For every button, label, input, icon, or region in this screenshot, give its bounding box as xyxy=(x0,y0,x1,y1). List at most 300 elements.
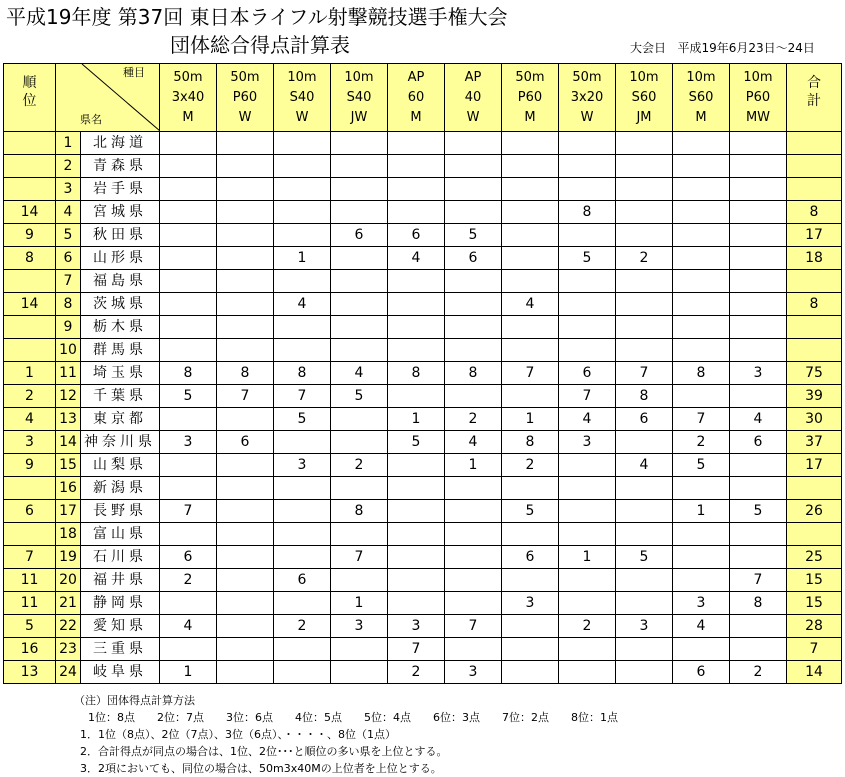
score-cell xyxy=(274,661,331,684)
rank-cell: 2 xyxy=(4,385,56,408)
note-line: 2．合計得点が同点の場合は、1位、2位･･･と順位の多い県を上位とする。 xyxy=(80,745,448,758)
score-cell xyxy=(730,247,787,270)
prefecture-cell: 福井県 xyxy=(81,569,160,592)
score-cell: 4 xyxy=(559,408,616,431)
score-cell xyxy=(331,661,388,684)
score-cell xyxy=(217,408,274,431)
event-header-line: 10m xyxy=(686,69,716,85)
rank-cell: 3 xyxy=(4,431,56,454)
number-cell: 20 xyxy=(56,569,81,592)
score-cell: 1 xyxy=(160,661,217,684)
rank-cell: 9 xyxy=(4,224,56,247)
score-cell: 4 xyxy=(502,293,559,316)
score-cell: 2 xyxy=(274,615,331,638)
event-header-line: W xyxy=(238,109,252,125)
score-cell xyxy=(559,178,616,201)
rank-cell: 11 xyxy=(4,592,56,615)
table-row xyxy=(4,569,842,592)
total-cell xyxy=(787,523,842,546)
table-row xyxy=(4,362,842,385)
score-cell xyxy=(502,661,559,684)
event-header-line: 60 xyxy=(407,89,425,105)
score-cell xyxy=(616,201,673,224)
score-cell xyxy=(502,569,559,592)
score-cell xyxy=(274,431,331,454)
score-cell: 3 xyxy=(274,454,331,477)
score-cell: 3 xyxy=(559,431,616,454)
score-cell xyxy=(274,224,331,247)
score-cell xyxy=(502,385,559,408)
event-header-line: M xyxy=(524,109,536,125)
score-cell xyxy=(217,477,274,500)
score-cell xyxy=(559,155,616,178)
points-item: 6位：3点 xyxy=(433,711,480,724)
table-row xyxy=(4,431,842,454)
points-item: 2位：7点 xyxy=(157,711,204,724)
prefecture-cell: 埼玉県 xyxy=(81,362,160,385)
score-cell xyxy=(388,270,445,293)
score-cell: 5 xyxy=(160,385,217,408)
event-header-line: 10m xyxy=(344,69,374,85)
table-row xyxy=(4,592,842,615)
score-cell xyxy=(730,477,787,500)
prefecture-cell: 青森県 xyxy=(81,155,160,178)
total-cell: 8 xyxy=(787,201,842,224)
event-header-line: M xyxy=(410,109,422,125)
score-cell: 2 xyxy=(559,615,616,638)
event-header xyxy=(616,64,673,132)
header-row xyxy=(4,64,842,132)
total-cell: 8 xyxy=(787,293,842,316)
score-cell: 6 xyxy=(217,431,274,454)
score-cell xyxy=(217,454,274,477)
score-cell xyxy=(616,431,673,454)
table-body xyxy=(4,132,842,684)
rank-cell: 6 xyxy=(4,500,56,523)
score-cell: 1 xyxy=(559,546,616,569)
table-row xyxy=(4,155,842,178)
score-cell: 3 xyxy=(445,661,502,684)
number-cell: 3 xyxy=(56,178,81,201)
points-item: 8位：1点 xyxy=(571,711,618,724)
score-cell xyxy=(388,178,445,201)
event-header xyxy=(559,64,616,132)
rank-cell: 11 xyxy=(4,569,56,592)
prefecture-cell: 岩手県 xyxy=(81,178,160,201)
prefecture-cell: 富山県 xyxy=(81,523,160,546)
score-cell xyxy=(217,339,274,362)
score-cell xyxy=(673,385,730,408)
score-cell xyxy=(331,178,388,201)
rank-cell xyxy=(4,132,56,155)
score-cell xyxy=(217,523,274,546)
total-cell: 17 xyxy=(787,454,842,477)
pref-label: 県名 xyxy=(80,113,102,126)
score-cell: 6 xyxy=(388,224,445,247)
event-header xyxy=(730,64,787,132)
score-cell xyxy=(730,132,787,155)
score-cell: 5 xyxy=(331,385,388,408)
score-cell xyxy=(502,178,559,201)
number-cell: 16 xyxy=(56,477,81,500)
score-cell xyxy=(673,201,730,224)
score-table xyxy=(3,63,842,684)
score-cell xyxy=(445,293,502,316)
event-header-line: M xyxy=(182,109,194,125)
number-cell: 19 xyxy=(56,546,81,569)
rank-cell: 4 xyxy=(4,408,56,431)
notes xyxy=(66,692,640,777)
total-header-line: 計 xyxy=(807,93,821,109)
score-cell xyxy=(388,293,445,316)
total-cell xyxy=(787,132,842,155)
score-cell xyxy=(331,132,388,155)
score-cell xyxy=(217,178,274,201)
score-cell xyxy=(673,569,730,592)
table-row xyxy=(4,270,842,293)
page-title: 平成19年度 第37回 東日本ライフル射撃競技選手権大会 xyxy=(6,5,508,29)
score-cell xyxy=(388,201,445,224)
prefecture-cell: 石川県 xyxy=(81,546,160,569)
score-cell: 5 xyxy=(388,431,445,454)
number-cell: 12 xyxy=(56,385,81,408)
score-cell: 7 xyxy=(217,385,274,408)
score-cell xyxy=(502,615,559,638)
score-cell xyxy=(160,477,217,500)
number-cell: 8 xyxy=(56,293,81,316)
score-cell xyxy=(331,201,388,224)
number-cell: 24 xyxy=(56,661,81,684)
score-cell: 5 xyxy=(559,247,616,270)
rank-cell xyxy=(4,155,56,178)
score-cell xyxy=(217,132,274,155)
points-line xyxy=(66,709,640,726)
score-cell xyxy=(445,500,502,523)
page-subtitle: 団体総合得点計算表 xyxy=(170,33,350,57)
score-cell xyxy=(217,293,274,316)
score-cell xyxy=(274,638,331,661)
rank-cell: 14 xyxy=(4,201,56,224)
score-cell: 7 xyxy=(559,385,616,408)
score-cell xyxy=(616,592,673,615)
score-cell xyxy=(559,500,616,523)
event-header-line: W xyxy=(295,109,309,125)
score-cell: 4 xyxy=(274,293,331,316)
score-cell xyxy=(730,523,787,546)
score-cell: 2 xyxy=(331,454,388,477)
score-cell xyxy=(673,178,730,201)
total-cell: 30 xyxy=(787,408,842,431)
score-cell xyxy=(502,477,559,500)
score-cell xyxy=(217,592,274,615)
number-cell: 22 xyxy=(56,615,81,638)
prefecture-cell: 山梨県 xyxy=(81,454,160,477)
score-cell xyxy=(160,454,217,477)
prefecture-cell: 岐阜県 xyxy=(81,661,160,684)
prefecture-cell: 福島県 xyxy=(81,270,160,293)
total-header xyxy=(787,64,842,132)
score-cell xyxy=(616,316,673,339)
points-item: 1位：8点 xyxy=(88,711,135,724)
total-cell: 26 xyxy=(787,500,842,523)
score-cell xyxy=(616,569,673,592)
number-cell: 21 xyxy=(56,592,81,615)
score-cell xyxy=(445,339,502,362)
prefecture-cell: 神奈川県 xyxy=(81,431,160,454)
score-cell xyxy=(388,385,445,408)
score-cell xyxy=(616,523,673,546)
score-cell: 3 xyxy=(616,615,673,638)
score-cell xyxy=(616,293,673,316)
event-header-line: JW xyxy=(350,109,368,125)
score-cell xyxy=(730,615,787,638)
total-cell: 15 xyxy=(787,592,842,615)
rank-cell: 1 xyxy=(4,362,56,385)
score-cell xyxy=(388,339,445,362)
table-row xyxy=(4,316,842,339)
score-cell xyxy=(559,293,616,316)
score-cell: 4 xyxy=(445,431,502,454)
rank-header-line: 位 xyxy=(22,93,37,109)
score-cell: 2 xyxy=(502,454,559,477)
score-cell: 4 xyxy=(673,615,730,638)
total-cell xyxy=(787,155,842,178)
score-cell: 8 xyxy=(217,362,274,385)
score-cell xyxy=(502,132,559,155)
score-cell xyxy=(445,385,502,408)
score-cell: 4 xyxy=(388,247,445,270)
score-cell xyxy=(559,638,616,661)
rank-cell xyxy=(4,316,56,339)
score-cell: 8 xyxy=(274,362,331,385)
points-item: 4位：5点 xyxy=(295,711,342,724)
date-label: 大会日 xyxy=(630,41,667,55)
total-cell: 37 xyxy=(787,431,842,454)
score-cell: 1 xyxy=(673,500,730,523)
prefecture-cell: 長野県 xyxy=(81,500,160,523)
score-cell: 3 xyxy=(673,592,730,615)
score-cell: 7 xyxy=(616,362,673,385)
event-header-line: 10m xyxy=(629,69,659,85)
prefecture-cell: 群馬県 xyxy=(81,339,160,362)
score-cell xyxy=(445,270,502,293)
rank-cell: 5 xyxy=(4,615,56,638)
number-cell: 14 xyxy=(56,431,81,454)
score-cell xyxy=(445,592,502,615)
score-cell xyxy=(673,247,730,270)
score-cell xyxy=(502,247,559,270)
score-cell xyxy=(673,132,730,155)
table-row xyxy=(4,201,842,224)
score-cell xyxy=(616,132,673,155)
score-cell xyxy=(331,569,388,592)
score-cell xyxy=(160,270,217,293)
event-header-line: AP xyxy=(464,69,482,85)
score-cell xyxy=(730,293,787,316)
score-cell xyxy=(616,661,673,684)
score-cell: 1 xyxy=(445,454,502,477)
score-cell: 2 xyxy=(160,569,217,592)
score-cell: 6 xyxy=(445,247,502,270)
rank-cell xyxy=(4,270,56,293)
score-cell xyxy=(217,155,274,178)
table-row xyxy=(4,615,842,638)
score-cell: 5 xyxy=(502,500,559,523)
prefecture-cell: 秋田県 xyxy=(81,224,160,247)
date-value: 平成19年6月23日～24日 xyxy=(677,41,815,55)
score-cell xyxy=(331,477,388,500)
total-cell xyxy=(787,316,842,339)
score-cell xyxy=(388,500,445,523)
score-cell xyxy=(217,247,274,270)
event-label: 種目 xyxy=(123,66,145,79)
score-cell: 2 xyxy=(445,408,502,431)
score-cell xyxy=(160,201,217,224)
event-header-line: 10m xyxy=(287,69,317,85)
score-cell xyxy=(502,270,559,293)
score-cell xyxy=(616,224,673,247)
score-cell: 6 xyxy=(502,546,559,569)
score-cell xyxy=(502,523,559,546)
event-header-line: 3x40 xyxy=(171,89,205,105)
prefecture-cell: 新潟県 xyxy=(81,477,160,500)
score-cell xyxy=(559,523,616,546)
score-cell: 4 xyxy=(730,408,787,431)
event-header-line: S60 xyxy=(688,89,714,105)
score-cell: 1 xyxy=(331,592,388,615)
score-cell xyxy=(502,224,559,247)
rank-header xyxy=(4,64,56,132)
score-cell xyxy=(388,523,445,546)
rank-cell: 16 xyxy=(4,638,56,661)
number-cell: 15 xyxy=(56,454,81,477)
score-cell: 3 xyxy=(502,592,559,615)
table-row xyxy=(4,293,842,316)
score-cell xyxy=(559,592,616,615)
score-cell xyxy=(331,523,388,546)
score-cell xyxy=(445,523,502,546)
score-cell: 7 xyxy=(388,638,445,661)
rank-cell xyxy=(4,523,56,546)
score-cell xyxy=(160,592,217,615)
score-cell: 8 xyxy=(502,431,559,454)
number-cell: 9 xyxy=(56,316,81,339)
score-cell xyxy=(445,155,502,178)
score-cell: 3 xyxy=(388,615,445,638)
score-cell xyxy=(217,201,274,224)
table-row xyxy=(4,247,842,270)
number-cell: 18 xyxy=(56,523,81,546)
rank-cell: 9 xyxy=(4,454,56,477)
table-row xyxy=(4,477,842,500)
score-cell: 8 xyxy=(730,592,787,615)
score-cell: 3 xyxy=(331,615,388,638)
score-cell xyxy=(445,132,502,155)
event-header-line: P60 xyxy=(517,89,543,105)
total-cell: 39 xyxy=(787,385,842,408)
event-header-line: P60 xyxy=(232,89,258,105)
score-cell xyxy=(217,316,274,339)
score-cell xyxy=(616,270,673,293)
score-cell xyxy=(730,316,787,339)
score-cell: 7 xyxy=(730,569,787,592)
score-cell xyxy=(445,638,502,661)
total-cell xyxy=(787,178,842,201)
note-line: 3．2項においても、同位の場合は、50m3x40Mの上位者を上位とする。 xyxy=(80,762,442,775)
score-cell: 7 xyxy=(274,385,331,408)
score-cell xyxy=(274,270,331,293)
score-cell xyxy=(730,155,787,178)
event-header-line: 50m xyxy=(173,69,203,85)
score-cell xyxy=(730,270,787,293)
score-cell: 6 xyxy=(559,362,616,385)
score-cell xyxy=(217,500,274,523)
score-cell: 4 xyxy=(616,454,673,477)
total-cell: 14 xyxy=(787,661,842,684)
score-cell xyxy=(673,293,730,316)
total-cell xyxy=(787,339,842,362)
score-cell xyxy=(445,201,502,224)
score-cell xyxy=(274,546,331,569)
score-cell xyxy=(331,339,388,362)
rank-cell: 14 xyxy=(4,293,56,316)
score-cell: 7 xyxy=(331,546,388,569)
score-cell xyxy=(160,247,217,270)
score-cell xyxy=(616,178,673,201)
prefecture-cell: 愛知県 xyxy=(81,615,160,638)
score-cell: 7 xyxy=(160,500,217,523)
number-cell: 5 xyxy=(56,224,81,247)
event-header xyxy=(502,64,559,132)
score-cell xyxy=(445,316,502,339)
score-cell xyxy=(388,132,445,155)
total-cell xyxy=(787,270,842,293)
score-cell xyxy=(559,339,616,362)
points-item: 3位：6点 xyxy=(226,711,273,724)
score-cell: 8 xyxy=(388,362,445,385)
score-cell: 1 xyxy=(502,408,559,431)
score-cell xyxy=(730,638,787,661)
notes-heading: （注）団体得点計算方法 xyxy=(74,694,195,707)
event-header-line: JM xyxy=(636,109,652,125)
table-row xyxy=(4,638,842,661)
score-cell: 3 xyxy=(730,362,787,385)
score-cell xyxy=(673,546,730,569)
score-cell xyxy=(673,477,730,500)
total-cell: 28 xyxy=(787,615,842,638)
score-cell xyxy=(445,178,502,201)
score-cell: 5 xyxy=(274,408,331,431)
event-header-line: AP xyxy=(407,69,425,85)
score-cell xyxy=(160,178,217,201)
prefecture-cell: 北海道 xyxy=(81,132,160,155)
score-cell xyxy=(730,178,787,201)
score-cell: 2 xyxy=(388,661,445,684)
score-cell xyxy=(730,339,787,362)
score-cell xyxy=(616,638,673,661)
rank-cell: 7 xyxy=(4,546,56,569)
score-cell xyxy=(274,155,331,178)
score-cell: 3 xyxy=(160,431,217,454)
event-header xyxy=(160,64,217,132)
number-cell: 7 xyxy=(56,270,81,293)
score-cell xyxy=(673,316,730,339)
score-cell: 6 xyxy=(274,569,331,592)
number-cell: 13 xyxy=(56,408,81,431)
table-row xyxy=(4,339,842,362)
note-line: 1．1位（8点）、2位（7点）、3位（6点）、・・・・、8位（1点） xyxy=(80,728,396,741)
event-header xyxy=(274,64,331,132)
